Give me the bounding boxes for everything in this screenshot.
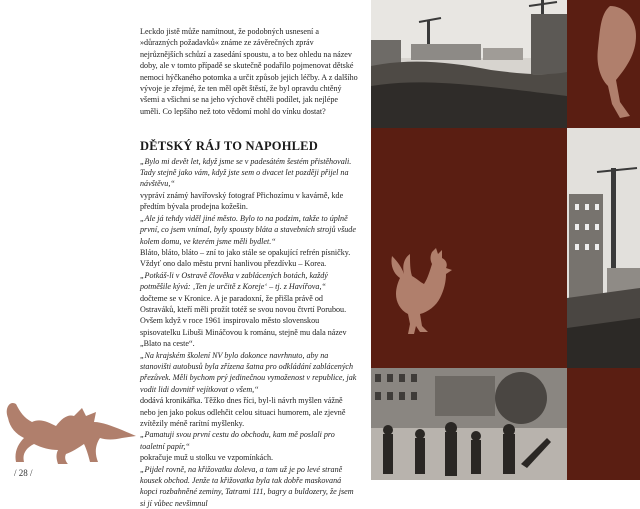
rooster-illustration bbox=[390, 248, 456, 340]
body-paragraph: Bláto, bláto, bláto – zní to jako stále se opakující refrén písničky. Vždyť ono dalo městu první hanlivou přezdívku – Korea. bbox=[140, 247, 351, 269]
color-block bbox=[567, 368, 640, 480]
body-paragraph: dodává kronikářka. Těžko dnes říci, byl-li návrh myšlen vážně nebo jen jako pokus odlehčit celou situaci humorem, ale zjevně zvítězily méně rarítní myšlenky. bbox=[140, 396, 346, 428]
text-column bbox=[140, 26, 358, 509]
construction-photo bbox=[371, 0, 567, 128]
animal-silhouette-illustration bbox=[590, 6, 640, 120]
street-photo bbox=[371, 368, 567, 480]
quote-paragraph: „Bylo mi devět let, když jsme se v padesátém šestém přistěhovali. Tady stejně jako vám, když jste sem o dvacet let později přijel na návštěvu,“ bbox=[140, 156, 352, 189]
quote-paragraph: „Pijdel rovně, na křižovatku doleva, a tam už je po levé straně kousek obchod. Jenže ta křižovatka byla tak dobře maskovaná kopci rozbahněné zeminy, Tatrami 111, bagry a buldozery, že jsem si jí vůbec nevšimnul bbox=[140, 464, 354, 508]
quote-paragraph: „Potkáš-li v Ostravě člověka v zablácených botách, každý potměšile kývá: ‚Ten je určitě z Koreje‘ – tj. z Havířova,“ bbox=[140, 270, 328, 292]
quote-paragraph: „Pamatuji svou první cestu do obchodu, kam mě poslali pro toaletní papír,“ bbox=[140, 430, 335, 451]
body-paragraph: vypráví známý havířovský fotograf Přichozímu v kavárně, kde předtím bývala prodejna kožešin. bbox=[140, 190, 344, 212]
intro-text: Leckdo jistě může namítnout, že podobných usnesení a »důrazných požadavků« známe ze závěrečných zpráv nejrůznějších schůzí a zasedání spoustu, a to bez ohledu na název doby, ale v tomto případě se skutečně podařilo pojmenovat dětské nemoci hýčkaného potomka a určit způsob jejich léčby. A z dalšího vývoje je zřejmé, že ten měl opět štěstí, že byl opravdu chtěný všemi a všichni se na jeho výchově chtěli podílet, jak nejlépe uměli. Co lepšího než toto vědomí mohl do vínku dostat? bbox=[140, 27, 358, 116]
quote-paragraph: „Na krajském školení NV bylo dokonce navrhnuto, aby na stanovišti autobusů byla zřízena šatna pro odkládání zablácených přezůvek. Měli bychom prý jedinečnou vymoženost v republice, jak vodit lidi dovnitř vejítkovat o všem,“ bbox=[140, 350, 357, 394]
fox-illustration bbox=[2, 378, 138, 464]
body-paragraph: pokračuje muž u stolku ve vzpomínkách. bbox=[140, 453, 274, 463]
page-number: / 28 / bbox=[14, 468, 33, 478]
body-paragraph: dočteme se v Kronice. A je paradoxní, že přišla právě od Ostraváků, kteří měli prožít totéž se svou novou čtvrtí Porubou. Ovšem když v roce 1961 inspirovalo město slovenskou spisovatelku Libuši Mináčovou k románu, stejně mu dala název „Blato na ceste“. bbox=[140, 293, 347, 349]
article-body bbox=[140, 156, 358, 509]
section-heading: DĚTSKÝ RÁJ TO NAPOHLED bbox=[140, 139, 318, 154]
quote-paragraph: „Ale já tehdy viděl jiné město. Bylo to na podzim, takže to úplně první, co jsem vnímal, byly spousty bláta a stavebních strojů všude kolem domu, ve kterém jsme měli bydlet.“ bbox=[140, 213, 356, 246]
building-photo bbox=[567, 128, 640, 368]
intro-paragraph bbox=[140, 26, 358, 117]
